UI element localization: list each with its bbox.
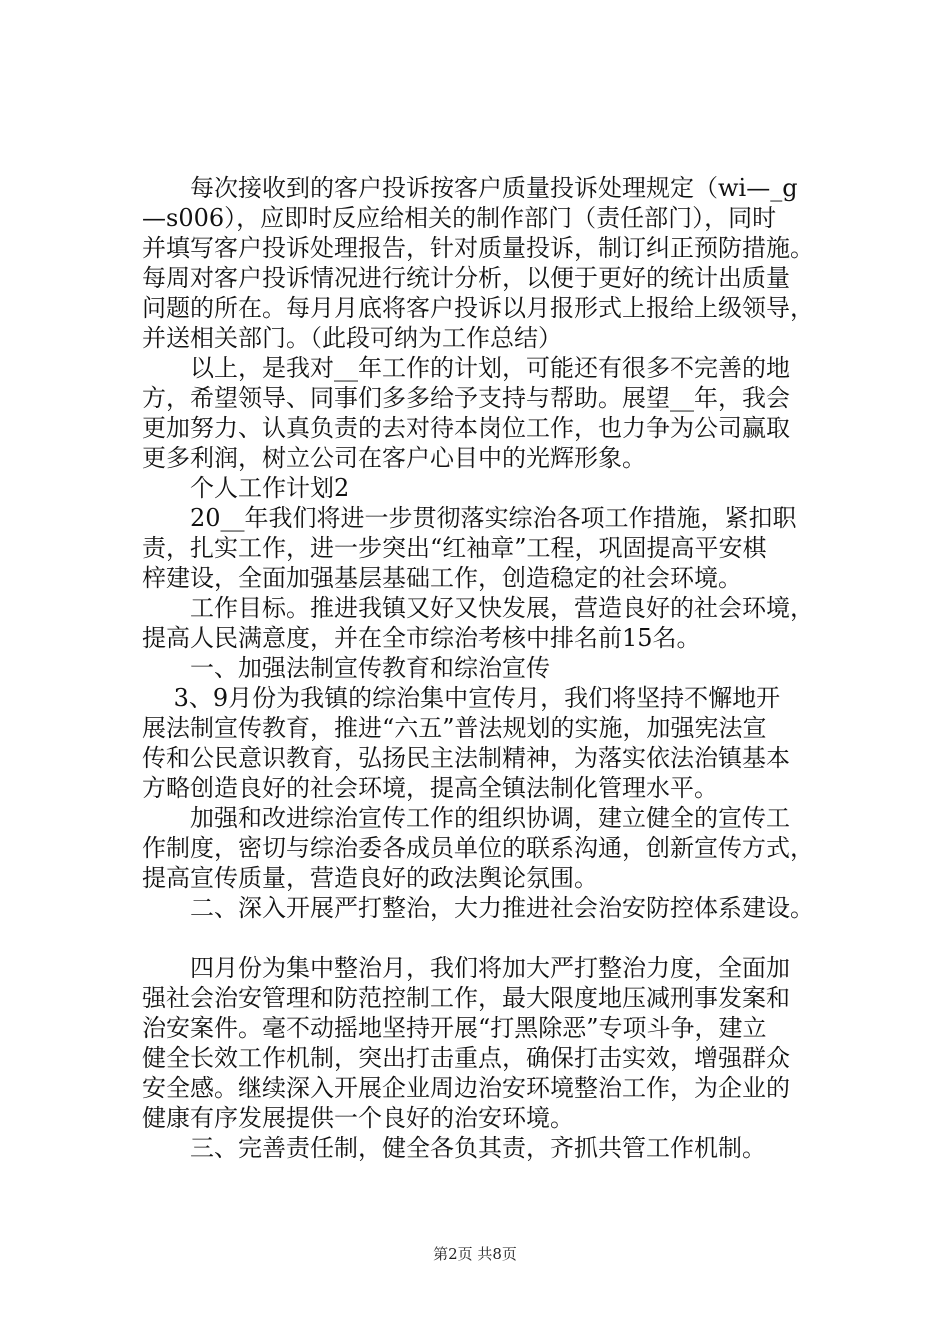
text-line: 加强和改进综治宣传工作的组织协调，建立健全的宣传工 <box>142 804 790 832</box>
text-line: 责，扎实工作，进一步突出“红袖章”工程，巩固提高平安棋 <box>142 534 767 562</box>
text-line: —s006），应即时反应给相关的制作部门（责任部门），同时 <box>142 204 777 232</box>
text-line: 安全感。继续深入开展企业周边治安环境整治工作，为企业的 <box>142 1074 790 1102</box>
text-line: 并填写客户投诉处理报告，针对质量投诉，制订纠正预防措施。 <box>142 234 814 262</box>
text-line: 四月份为集中整治月，我们将加大严打整治力度，全面加 <box>142 954 790 982</box>
text-line: 健全长效工作机制，突出打击重点，确保打击实效，增强群众 <box>142 1044 790 1072</box>
text-line: 传和公民意识教育，弘扬民主法制精神，为落实依法治镇基本 <box>142 744 790 772</box>
text-line: 20__年我们将进一步贯彻落实综治各项工作措施，紧扣职 <box>142 504 797 532</box>
text-line: 更加努力、认真负责的去对待本岗位工作，也力争为公司赢取 <box>142 414 790 442</box>
text-line: 3、9月份为我镇的综治集中宣传月，我们将坚持不懈地开 <box>142 684 781 712</box>
text-line: 更多利润，树立公司在客户心目中的光辉形象。 <box>142 444 646 472</box>
text-line: 梓建设，全面加强基层基础工作，创造稳定的社会环境。 <box>142 564 742 592</box>
text-line: 治安案件。毫不动摇地坚持开展“打黑除恶”专项斗争，建立 <box>142 1014 767 1042</box>
text-line: 每次接收到的客户投诉按客户质量投诉处理规定（wi—_g <box>142 174 798 202</box>
text-line: 方略创造良好的社会环境，提高全镇法制化管理水平。 <box>142 774 718 802</box>
section-heading: 个人工作计划2 <box>142 474 350 502</box>
text-line: 问题的所在。每月月底将客户投诉以月报形式上报给上级领导， <box>142 294 814 322</box>
text-line: 并送相关部门。（此段可纳为工作总结） <box>142 324 562 352</box>
section-heading: 一、加强法制宣传教育和综治宣传 <box>142 654 550 682</box>
page-footer: 第2页 共8页 <box>433 1245 517 1263</box>
text-line: 每周对客户投诉情况进行统计分析，以便于更好的统计出质量 <box>142 264 790 292</box>
text-line: 作制度，密切与综治委各成员单位的联系沟通，创新宣传方式， <box>142 834 814 862</box>
text-line: 提高人民满意度，并在全市综治考核中排名前15名。 <box>142 624 701 652</box>
blank-line <box>142 923 842 953</box>
text-line: 展法制宣传教育，推进“六五”普法规划的实施，加强宪法宣 <box>142 714 767 742</box>
text-line: 以上，是我对__年工作的计划，可能还有很多不完善的地 <box>142 354 790 382</box>
text-line: 提高宣传质量，营造良好的政法舆论氛围。 <box>142 864 598 892</box>
text-line: 强社会治安管理和防范控制工作，最大限度地压减刑事发案和 <box>142 984 790 1012</box>
document-body <box>142 173 842 1163</box>
text-line: 健康有序发展提供一个良好的治安环境。 <box>142 1104 574 1132</box>
section-heading: 二、深入开展严打整治，大力推进社会治安防控体系建设。 <box>142 894 814 922</box>
text-line: 方，希望领导、同事们多多给予支持与帮助。展望__年，我会 <box>142 384 790 412</box>
section-heading: 三、完善责任制，健全各负其责，齐抓共管工作机制。 <box>142 1134 766 1162</box>
text-line: 工作目标。推进我镇又好又快发展，营造良好的社会环境， <box>142 594 814 622</box>
